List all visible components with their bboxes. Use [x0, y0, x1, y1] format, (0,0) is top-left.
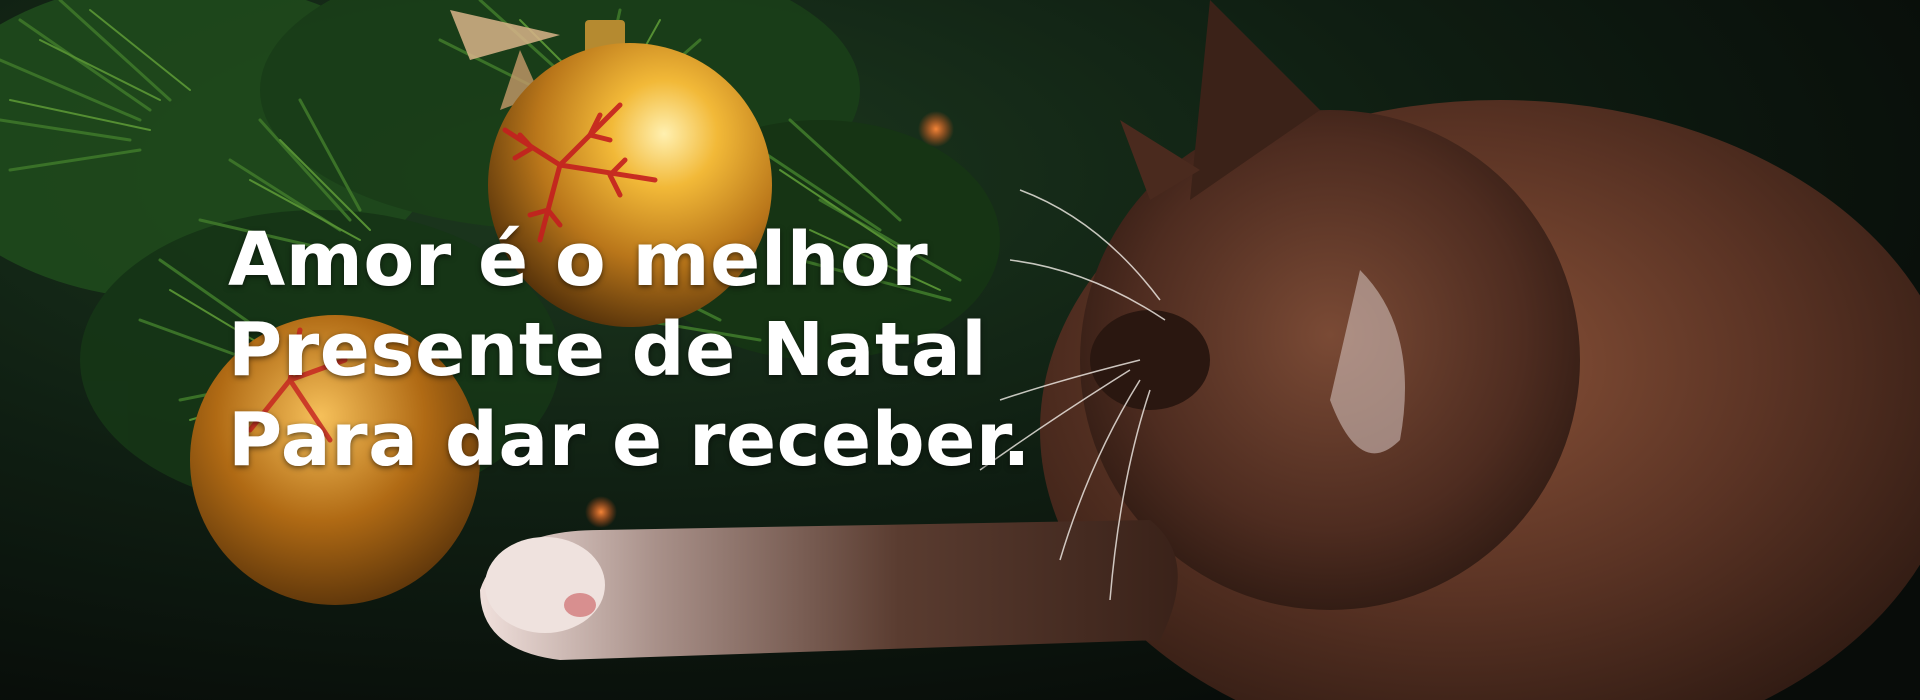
headline-line-3: Para dar e receber. — [228, 397, 1031, 483]
headline-line-2: Presente de Natal — [228, 307, 988, 393]
bokeh-light — [585, 496, 617, 528]
bokeh-light — [918, 111, 954, 147]
banner-headline — [228, 215, 1031, 485]
headline-line-1: Amor é o melhor — [228, 217, 929, 303]
